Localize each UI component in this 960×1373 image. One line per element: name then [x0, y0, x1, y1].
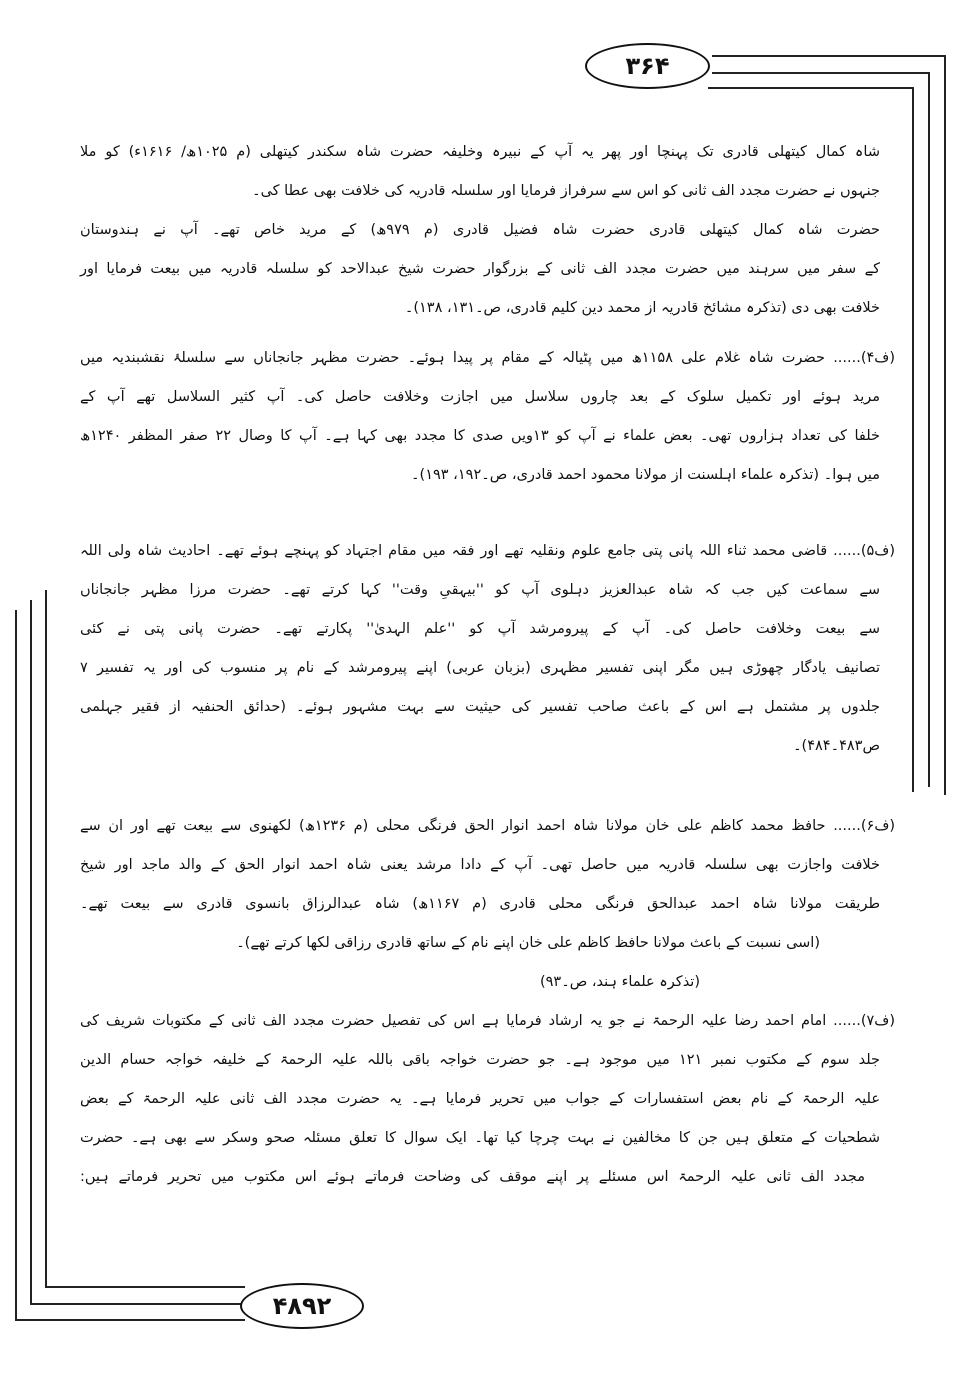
frame-line — [30, 600, 32, 1304]
footer-page-number: ۴۸۹۲ — [240, 1283, 364, 1329]
text-line: (اسی نسبت کے باعث مولانا حافظ کاظم علی خان اپنے نام کے ساتھ قادری رزاقی لکھا کرتے تھے)۔ — [236, 935, 820, 951]
frame-line — [45, 590, 47, 1287]
text-line: (ف۴)...... حضرت شاہ غلام علی ۱۱۵۸ھ میں پٹیالہ کے مقام پر پیدا ہوئے۔ حضرت مظہر جانجاناں سے سلسلۂ نقشبندیہ میں — [80, 350, 895, 366]
frame-line — [912, 87, 914, 792]
frame-line — [15, 1319, 245, 1321]
text-line: کے سفر میں سرہند میں حضرت مجدد الف ثانی کے بزرگوار حضرت شیخ عبدالاحد کو سلسلہ قادریہ میں بیعت فرمایا اور — [80, 261, 880, 277]
text-line: خلفا کی تعداد ہزاروں تھی۔ بعض علماء نے آپ کو ۱۳ویں صدی کا مجدد بھی کہا ہے۔ آپ کا وصال ۲۲ صفر المظفر ۱۲۴۰ھ — [80, 428, 880, 444]
frame-line — [708, 87, 913, 89]
frame-line — [712, 55, 945, 57]
text-line: حضرت شاہ کمال کیتھلی قادری حضرت شاہ فضیل قادری (م ۹۷۹ھ) کے مرید خاص تھے۔ آپ نے ہندوستان — [80, 222, 880, 238]
text-line: شاہ کمال کیتھلی قادری تک پہنچا اور پھر یہ آپ کے نبیرہ وخلیفہ حضرت شاہ سکندر کیتھلی (م ۱۰۲۵ھ/ ۱۶۱۶ء) کو ملا — [80, 144, 880, 160]
footnote-5 — [80, 532, 895, 766]
text-line: سے سماعت کیں جب کہ شاہ عبدالعزیز دہلوی آپ کو ''بیہقیِ وقت'' کہا کرتے تھے۔ حضرت مرزا مظہر جانجاناں — [80, 582, 880, 598]
frame-line — [15, 610, 17, 1320]
footnote-7 — [80, 1002, 895, 1197]
text-line: مجدد الف ثانی علیہ الرحمۃ اس مسئلے پر اپنے موقف کی وضاحت فرماتے ہوئے اس مکتوب میں تحریر فرماتے ہیں: — [80, 1169, 865, 1185]
text-line: ص۴۸۳۔۴۸۴)۔ — [793, 738, 880, 754]
text-line: خلافت بھی دی (تذکرہ مشائخ قادریہ از محمد دین کلیم قادری، ص۔۱۳۱، ۱۳۸)۔ — [404, 300, 880, 316]
frame-line — [944, 55, 946, 795]
text-line: جلد سوم کے مکتوب نمبر ۱۲۱ میں موجود ہے۔ جو حضرت خواجہ باقی باللہ علیہ الرحمۃ کے خلیفہ خواجہ حسام الدین — [80, 1052, 880, 1068]
frame-line — [712, 72, 929, 74]
intro-paragraph — [80, 133, 880, 328]
footnote-4 — [80, 339, 895, 495]
footnote-6 — [80, 807, 896, 1002]
text-line: طریقت مولانا شاہ احمد عبدالحق فرنگی محلی قادری (م ۱۱۶۷ھ) شاہ عبدالرزاق بانسوی قادری سے بیعت تھے۔ — [80, 896, 880, 912]
text-line: جلدوں پر مشتمل ہے اس کے باعث صاحب تفسیر کی حیثیت سے بہت مشہور ہوئے۔ (حدائق الحنفیہ از فقیر جہلمی — [80, 699, 880, 715]
text-line: (ف۶)...... حافظ محمد کاظم علی خان مولانا شاہ احمد انوار الحق فرنگی محلی (م ۱۲۳۶ھ) لکھنوی سے بیعت تھے اور ان سے — [80, 818, 896, 834]
page-body — [80, 133, 896, 1197]
header-page-number: ۳۶۴ — [585, 43, 710, 89]
text-line: تصانیف یادگار چھوڑی ہیں مگر اپنی تفسیر مظہری (بزبان عربی) اپنے پیرومرشد کے نام پر منسوب کی اور یہ تفسیر ۷ — [80, 660, 880, 676]
text-line: علیہ الرحمۃ کے نام بعض استفسارات کے جواب میں تحریر فرمایا ہے۔ یہ حضرت مجدد الف ثانی علیہ الرحمۃ کے بعض — [80, 1091, 880, 1107]
text-line: (ف۵)...... قاضی محمد ثناء اللہ پانی پتی جامع علوم ونقلیہ تھے اور فقہ میں مقام اجتہاد کو پہنچے ہوئے تھے۔ احادیث شاہ ولی اللہ — [80, 543, 895, 559]
citation: (تذکرہ علماء ہند، ص۔۹۳) — [539, 974, 700, 990]
text-line: شطحیات کے متعلق ہیں جن کا مخالفین نے بہت چرچا کیا تھا۔ ایک سوال کا تعلق مسئلہ صحو وسکر سے بھی ہے۔ حضرت — [80, 1130, 880, 1146]
text-line: خلافت واجازت بھی سلسلہ قادریہ میں حاصل تھی۔ آپ کے دادا مرشد یعنی شاہ احمد انوار الحق کے والد ماجد اور شیخ — [80, 857, 880, 873]
text-line: مرید ہوئے اور تکمیل سلوک کے بعد چاروں سلاسل میں اجازت وخلافت حاصل کی۔ آپ کثیر السلاسل تھے آپ کے — [80, 389, 880, 405]
text-line: میں ہوا۔ (تذکرہ علماء اہلسنت از مولانا محمود احمد قادری، ص۔۱۹۲، ۱۹۳)۔ — [411, 467, 880, 483]
text-line: جنہوں نے حضرت مجدد الف ثانی کو اس سے سرفراز فرمایا اور سلسلہ قادریہ کی خلافت بھی عطا کی۔ — [252, 183, 880, 199]
text-line: سے بیعت وخلافت حاصل کی۔ آپ کے پیرومرشد آپ کو ''علم الہدیٰ'' پکارتے تھے۔ حضرت پانی پتی نے کئی — [80, 621, 880, 637]
text-line: (ف۷)...... امام احمد رضا علیہ الرحمۃ نے جو یہ ارشاد فرمایا ہے اس کی تفصیل حضرت مجدد الف ثانی کے مکتوبات شریف کی — [80, 1013, 895, 1029]
frame-line — [928, 72, 930, 787]
frame-line — [45, 1286, 245, 1288]
frame-line — [30, 1303, 242, 1305]
